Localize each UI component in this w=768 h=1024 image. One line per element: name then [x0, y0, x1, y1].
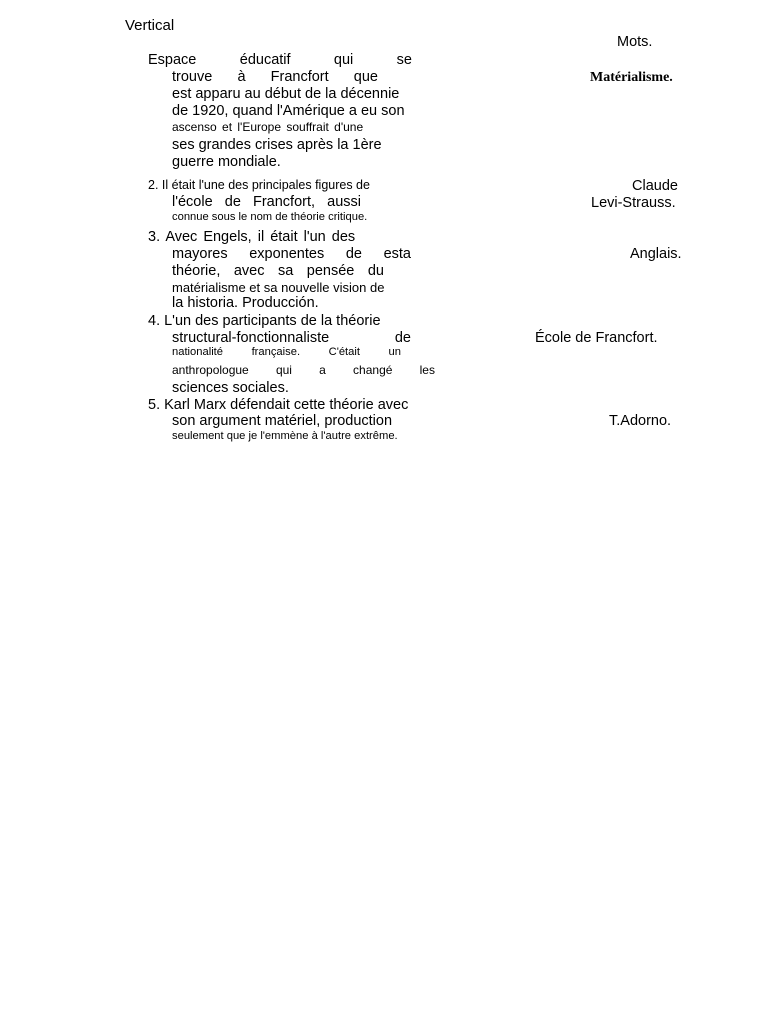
clue-1-line-7: guerre mondiale. — [172, 154, 281, 170]
word: qui — [275, 363, 292, 377]
word: avec — [233, 263, 265, 279]
word: structural-fonctionnaliste — [172, 330, 330, 346]
clue-3-line-3 — [172, 264, 384, 279]
word-t-adorno: T.Adorno. — [609, 413, 672, 429]
clue-1-line-5: ascenso et l'Europe souffrait d'une — [172, 120, 364, 134]
word-materialisme: Matérialisme. — [590, 70, 673, 85]
clue-4-line-2 — [172, 331, 411, 346]
clue-4-line-5: sciences sociales. — [172, 380, 289, 396]
word: se — [396, 52, 412, 68]
word: française. — [251, 346, 301, 358]
word: Francfort — [270, 69, 329, 85]
clue-4-line-4 — [172, 364, 435, 376]
clue-1-line-2 — [172, 70, 378, 85]
clue-5-line-3: seulement que je l'emmène à l'autre extrême. — [172, 430, 398, 442]
clue-1-line-1 — [148, 53, 412, 68]
word-ecole-de-francfort: École de Francfort. — [535, 330, 658, 346]
word-levi-strauss: Levi-Strauss. — [591, 195, 676, 211]
word: aussi — [327, 194, 361, 210]
clue-4-line-3 — [172, 347, 401, 358]
word: a — [319, 363, 326, 377]
word: éducatif — [239, 52, 291, 68]
word: de — [345, 246, 362, 262]
word: C'était — [328, 346, 360, 358]
clue-3-line-1: 3. Avec Engels, il était l'un des — [148, 229, 356, 245]
clue-1-line-6: ses grandes crises après la 1ère — [172, 137, 382, 153]
clue-3-line-5: la historia. Producción. — [172, 295, 319, 311]
clue-1-line-4: de 1920, quand l'Amérique a eu son — [172, 103, 405, 119]
word: l'école — [172, 194, 213, 210]
clue-5-line-2: son argument matériel, production — [172, 413, 393, 429]
word: du — [367, 263, 384, 279]
word: nationalité — [172, 346, 224, 358]
word: sa — [277, 263, 294, 279]
clue-5-line-1: 5. Karl Marx défendait cette théorie avec — [148, 397, 409, 413]
clue-1-line-3: est apparu au début de la décennie — [172, 86, 400, 102]
clue-4-line-1: 4. L'un des participants de la théorie — [148, 313, 381, 329]
word: les — [419, 363, 435, 377]
word: théorie, — [172, 263, 221, 279]
word: exponentes — [249, 246, 325, 262]
clue-3-line-2 — [172, 247, 411, 262]
word: à — [237, 69, 246, 85]
word: Espace — [148, 52, 197, 68]
word-anglais: Anglais. — [630, 246, 682, 262]
section-heading: Vertical — [125, 17, 175, 34]
word-claude: Claude — [632, 178, 678, 194]
clue-2-line-1: 2. Il était l'une des principales figures de — [148, 178, 370, 192]
word: un — [388, 346, 401, 358]
word: qui — [333, 52, 354, 68]
clue-3-line-4: matérialisme et sa nouvelle vision de — [172, 280, 385, 295]
word: esta — [383, 246, 411, 262]
word: anthropologue — [172, 363, 249, 377]
word: de — [394, 330, 411, 346]
word: changé — [353, 363, 393, 377]
clue-2-line-2 — [172, 195, 361, 210]
word: mayores — [172, 246, 228, 262]
word: de — [224, 194, 241, 210]
word: trouve — [172, 69, 213, 85]
word: Francfort, — [252, 194, 316, 210]
words-heading: Mots. — [617, 34, 653, 50]
clue-2-line-3: connue sous le nom de théorie critique. — [172, 211, 368, 223]
word: que — [353, 69, 378, 85]
word: pensée — [306, 263, 355, 279]
